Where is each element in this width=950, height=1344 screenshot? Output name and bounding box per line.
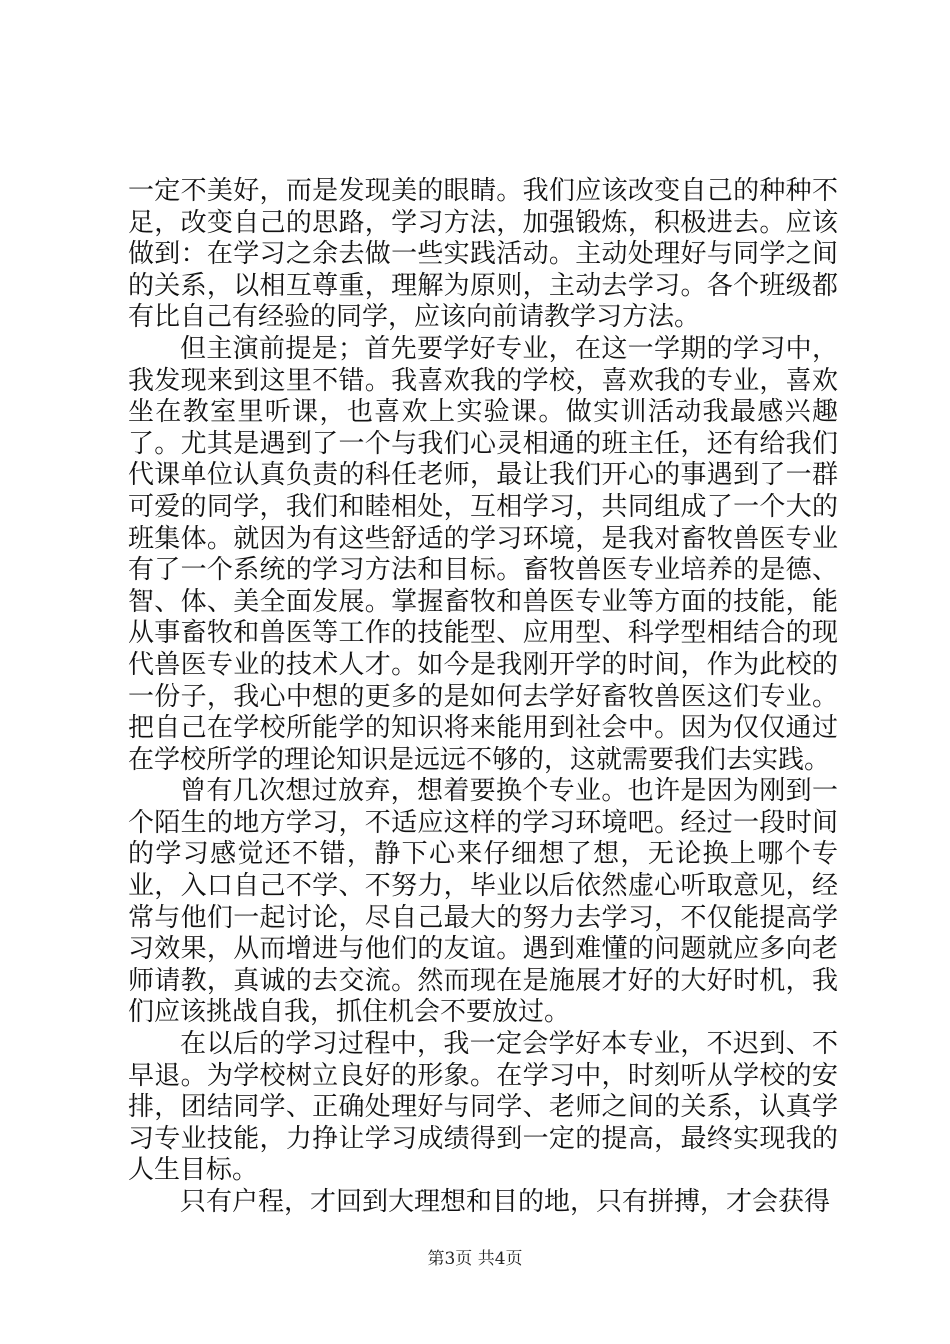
paragraph-closing: 只有户程，才回到大理想和目的地，只有拼搏，才会获得 xyxy=(180,1187,831,1217)
paragraph-major-study: 但主演前提是；首先要学好专业，在这一学期的学习中，我发现来到这里不错。我喜欢我的学校，喜欢我的专业，喜欢坐在教室里听课，也喜欢上实验课。做实训活动我最感兴趣了。尤其是遇到了一个与我们心灵相通的班主任，还有给我们代课单位认真负责的科任老师，最让我们开心的事遇到了一群可爱的同学，我们和睦相处，互相学习，共同组成了一个大的班集体。就因为有这些舒适的学习环境，是我对畜牧兽医专业有了一个系统的学习方法和目标。畜牧兽医专业培养的是德、智、体、美全面发展。掌握畜牧和兽医专业等方面的技能，能从事畜牧和兽医等工作的技能型、应用型、科学型相结合的现代兽医专业的技术人才。如今是我刚开学的时间，作为此校的一份子，我心中想的更多的是如何去学好畜牧兽医这们专业。把自己在学校所能学的知识将来能用到社会中。因为仅仅通过在学校所学的理论知识是远远不够的，这就需要我们去实践。 xyxy=(128,333,838,775)
paragraph-continuation: 一定不美好，而是发现美的眼睛。我们应该改变自己的种种不足，改变自己的思路，学习方法，加强锻炼，积极进去。应该做到：在学习之余去做一些实践活动。主动处理好与同学之间的关系，以相互尊重，理解为原则，主动去学习。各个班级都有比自己有经验的同学，应该向前请教学习方法。 xyxy=(128,176,838,333)
page-number-footer: 第3页 共4页 xyxy=(427,1249,523,1269)
paragraph-considered-giving-up: 曾有几次想过放弃，想着要换个专业。也许是因为刚到一个陌生的地方学习，不适应这样的学习环境吧。经过一段时间的学习感觉还不错，静下心来仔细想了想，无论换上哪个专业，入口自己不学、不努力，毕业以后依然虚心听取意见，经常与他们一起讨论，尽自己最大的努力去学习，不仅能提高学习效果，从而增进与他们的友谊。遇到难懂的问题就应多向老师请教，真诚的去交流。然而现在是施展才好的大好时机，我们应该挑战自我，抓住机会不要放过。 xyxy=(128,776,838,1028)
paragraph-future-study: 在以后的学习过程中，我一定会学好本专业，不迟到、不早退。为学校树立良好的形象。在学习中，时刻听从学校的安排，团结同学、正确处理好与同学、老师之间的关系，认真学习专业技能，力挣让学习成绩得到一定的提高，最终实现我的人生目标。 xyxy=(128,1029,838,1186)
document-body xyxy=(128,176,838,1219)
